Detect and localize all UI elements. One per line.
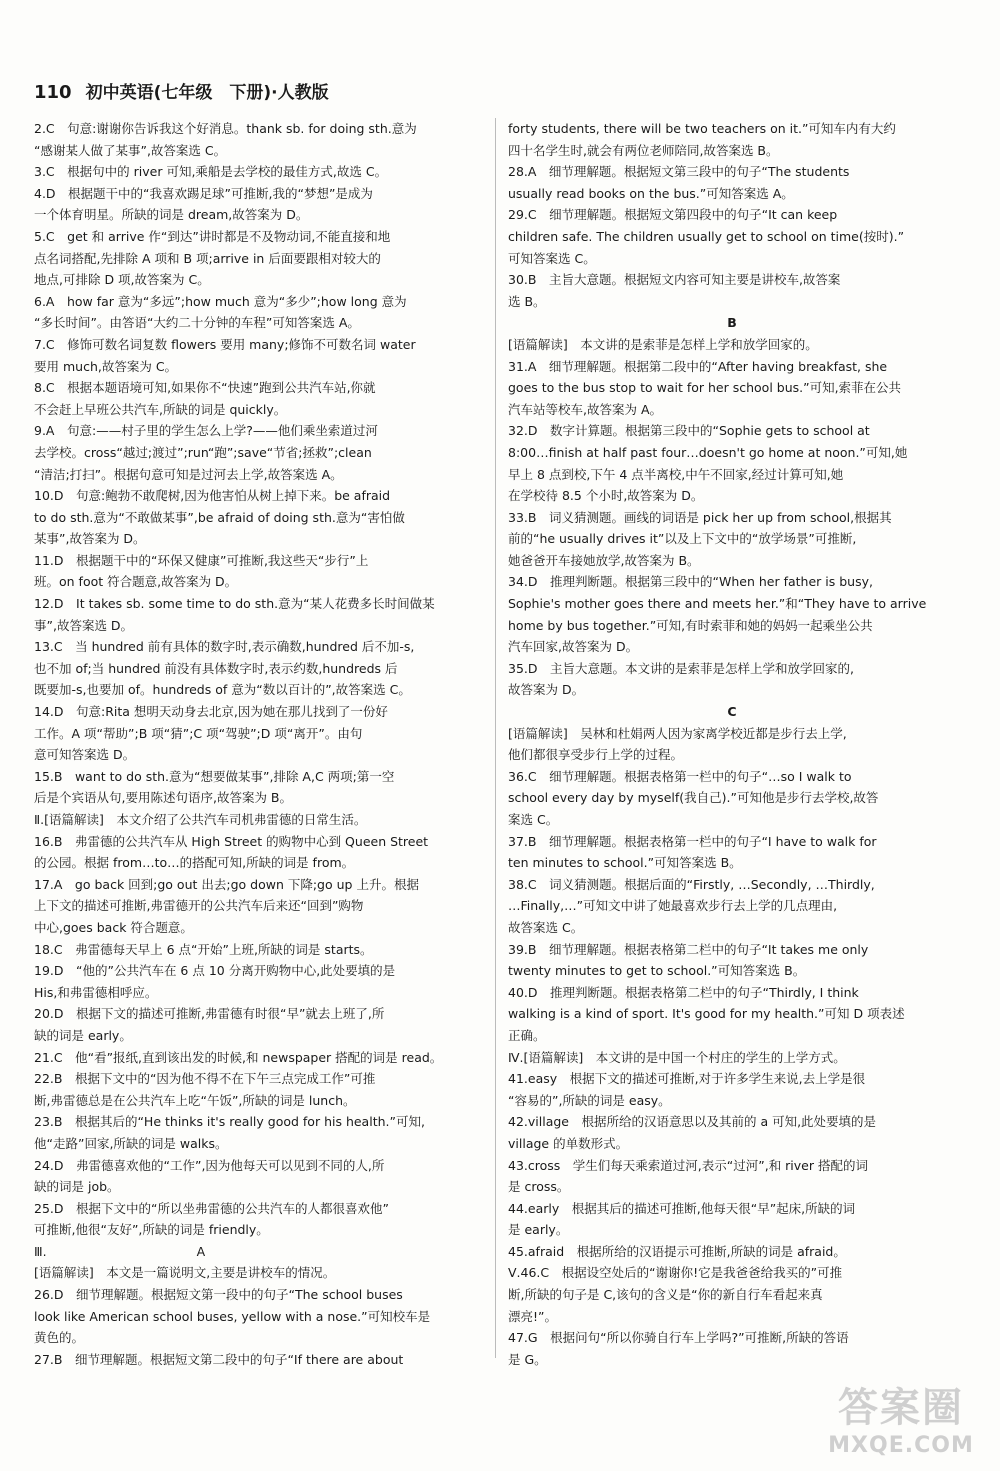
answer-line: 33.B 词义猜测题。画线的词语是 pick her up from school,根据其 xyxy=(508,509,892,525)
answer-line: 23.B 根据其后的“He thinks it's really good for his health.”可知, xyxy=(34,1114,425,1130)
answer-line: 案选 C。 xyxy=(508,812,559,827)
answer-line: 是 cross。 xyxy=(508,1179,570,1195)
answer-line: 35.D 主旨大意题。本文讲的是索菲是怎样上学和放学回家的, xyxy=(508,660,854,676)
answer-line: look like American school buses, yellow with a nose.”可知校车是 xyxy=(34,1308,431,1324)
answer-line: 31.A 细节理解题。根据第二段中的“After having breakfast, she xyxy=(508,358,888,374)
answer-line: 点名词搭配,先排除 A 项和 B 项;arrive in 后面要跟相对较大的 xyxy=(34,250,381,266)
answer-line: …Finally,…”可知文中讲了她最喜欢步行去上学的几点理由, xyxy=(508,898,838,914)
answer-line: 缺的词是 job。 xyxy=(34,1179,120,1195)
answer-line: 5.C get 和 arrive 作“到达”讲时都是不及物动词,不能直接和地 xyxy=(34,228,391,244)
answer-line: 41.easy 根据下文的描述可推断,对于许多学生来说,去上学是很 xyxy=(508,1071,866,1087)
page-header xyxy=(34,78,966,108)
answer-line: to do sth.意为“不敢做某事”,be afraid of doing sth.意为“害怕做 xyxy=(34,509,405,525)
answer-line: 8.C 根据本题语境可知,如果你不“快速”跑到公共汽车站,你就 xyxy=(34,380,376,396)
answer-line: 可知答案选 C。 xyxy=(508,250,596,266)
answer-line: C xyxy=(727,704,737,720)
answer-line: 24.D 弗雷德喜欢他的“工作”,因为他每天可以见到不同的人,所 xyxy=(34,1157,385,1173)
answer-line: [语篇解读] 本文讲的是索菲是怎样上学和放学回家的。 xyxy=(508,336,818,352)
answer-line: 她爸爸开车接她放学,故答案为 B。 xyxy=(508,552,700,568)
answer-line: 漂亮!”。 xyxy=(508,1308,557,1324)
answer-line: children safe. The children usually get to school on time(按时).” xyxy=(508,228,905,244)
answer-line: 汽车站等校车,故答案为 A。 xyxy=(508,401,662,417)
answer-line: 他们都很享受步行上学的过程。 xyxy=(508,747,684,763)
answer-line: 一个体育明星。所缺的词是 dream,故答案为 D。 xyxy=(34,207,309,223)
answer-line: 工作。A 项“帮助”;B 项“猜”;C 项“驾驶”;D 项“离开”。由句 xyxy=(34,725,363,741)
answer-line: 缺的词是 early。 xyxy=(34,1027,132,1043)
answer-line: 21.C 他“看”报纸,直到该出发的时候,和 newspaper 搭配的词是 read。 xyxy=(34,1049,443,1065)
answer-line: 是 G。 xyxy=(508,1351,547,1367)
answer-line: 上下文的描述可推断,弗雷德开的公共汽车后来还“回到”购物 xyxy=(34,898,364,914)
right-column xyxy=(508,118,956,1370)
answer-line: “清洁;打扫”。根据句意可知是过河去上学,故答案选 A。 xyxy=(34,466,343,482)
answer-line: forty students, there will be two teachers on it.”可知车内有大约 xyxy=(508,121,896,136)
answer-line: B xyxy=(727,315,737,331)
answer-line: 在学校待 8.5 个小时,故答案为 D。 xyxy=(508,488,704,504)
answer-line: 14.D 句意:Rita 想明天动身去北京,因为她在那儿找到了一份好 xyxy=(34,704,388,720)
answer-line: “感谢某人做了某事”,故答案选 C。 xyxy=(34,142,227,158)
answer-line: 27.B 细节理解题。根据短文第二段中的句子“If there are about xyxy=(34,1351,404,1367)
answer-line: walking is a kind of sport. It's good for my health.”可知 D 项表述 xyxy=(508,1006,905,1022)
answer-line: 18.C 弗雷德每天早上 6 点“开始”上班,所缺的词是 starts。 xyxy=(34,941,373,957)
answer-line: 3.C 根据句中的 river 可知,乘船是去学校的最佳方式,故选 C。 xyxy=(34,164,388,180)
answer-line: 四十名学生时,就会有两位老师陪同,故答案选 B。 xyxy=(508,142,779,158)
answer-line: 15.B want to do sth.意为“想要做某事”,排除 A,C 两项;第一空 xyxy=(34,768,395,784)
answer-line: “多长时间”。由答语“大约二十分钟的车程”可知答案选 A。 xyxy=(34,315,360,331)
answer-line: 8:00…finish at half past four…doesn't go home at noon.”可知,她 xyxy=(508,444,908,460)
answer-line: 30.B 主旨大意题。根据短文内容可知主要是讲校车,故答案 xyxy=(508,272,841,288)
answer-line: 17.A go back 回到;go out 出去;go down 下降;go up 上升。根据 xyxy=(34,876,419,892)
answer-line: 6.A how far 意为“多远”;how much 意为“多少”;how long 意为 xyxy=(34,293,407,309)
answer-line: 7.C 修饰可数名词复数 flowers 要用 many;修饰不可数名词 water xyxy=(34,336,416,352)
answer-line: Ⅳ.[语篇解读] 本文讲的是中国一个村庄的学生的上学方式。 xyxy=(508,1049,846,1065)
answer-line: 选 B。 xyxy=(508,293,546,309)
answer-line: 断,弗雷德总是在公共汽车上吃“午饭”,所缺的词是 lunch。 xyxy=(34,1092,356,1108)
answer-line: 事”,故答案选 D。 xyxy=(34,617,134,633)
answer-line: 38.C 词义猜测题。根据后面的“Firstly, …Secondly, …Thirdly, xyxy=(508,876,875,892)
answer-line: 36.C 细节理解题。根据表格第一栏中的句子“…so I walk to xyxy=(508,768,852,784)
answer-line: 要用 much,故答案为 C。 xyxy=(34,358,178,374)
answer-line: 断,所缺的句子是 C,该句的含义是“你的新自行车看起来真 xyxy=(508,1287,823,1303)
answer-line: 19.D “他的”公共汽车在 6 点 10 分离开购物中心,此处要填的是 xyxy=(34,963,396,979)
answer-line: “容易的”,所缺的词是 easy。 xyxy=(508,1092,671,1108)
answer-line: 班。on foot 符合题意,故答案为 D。 xyxy=(34,574,238,590)
answer-line: 32.D 数字计算题。根据第三段中的“Sophie gets to school at xyxy=(508,423,870,439)
answer-line: 45.afraid 根据所给的汉语提示可推断,所缺的词是 afraid。 xyxy=(508,1243,846,1259)
answer-line: 中心,goes back 符合题意。 xyxy=(34,919,193,935)
answer-line: 是 early。 xyxy=(508,1222,569,1238)
answer-line: 37.B 细节理解题。根据表格第一栏中的句子“I have to walk for xyxy=(508,833,877,849)
answer-line: 44.early 根据其后的描述可推断,他每天很“早”起床,所缺的词 xyxy=(508,1200,856,1216)
answer-line: 的公园。根据 from…to…的搭配可知,所缺的词是 from。 xyxy=(34,855,355,871)
answer-line: 也不加 of;当 hundred 前没有具体数字时,表示约数,hundreds 后 xyxy=(34,660,398,676)
answer-line: 2.C 句意:谢谢你告诉我这个好消息。thank sb. for doing sth.意为 xyxy=(34,121,417,136)
column-divider xyxy=(495,118,496,1358)
answer-line: Ⅱ.[语篇解读] 本文介绍了公共汽车司机弗雷德的日常生活。 xyxy=(34,812,367,827)
answer-line: 25.D 根据下文中的“所以坐弗雷德的公共汽车的人都很喜欢他” xyxy=(34,1200,389,1216)
answer-line: 前的“he usually drives it”以及上下文中的“放学场景”可推断, xyxy=(508,531,857,547)
answer-line: 某事”,故答案为 D。 xyxy=(34,531,146,547)
answer-line: 既要加-s,也要加 of。hundreds of 意为“数以百计的”,故答案选 C。 xyxy=(34,682,411,698)
answer-line: 34.D 推理判断题。根据第三段中的“When her father is busy, xyxy=(508,574,873,590)
answer-line: village 的单数形式。 xyxy=(508,1135,629,1151)
answer-line: 22.B 根据下文中的“因为他不得不在下午三点完成工作”可推 xyxy=(34,1071,376,1087)
answer-line: 16.B 弗雷德的公共汽车从 High Street 的购物中心到 Queen Street xyxy=(34,833,429,849)
answer-line: 13.C 当 hundred 前有具体的数字时,表示确数,hundred 后不加-s, xyxy=(34,639,415,655)
answer-line: usually read books on the bus.”可知答案选 A。 xyxy=(508,185,794,201)
answer-line: 12.D It takes sb. some time to do sth.意为“某人花费多长时间做某 xyxy=(34,596,435,612)
answer-line: 28.A 细节理解题。根据短文第三段中的句子“The students xyxy=(508,164,850,180)
answer-line: school every day by myself(我自己).”可知他是步行去学校,故答 xyxy=(508,790,879,806)
answer-line: 20.D 根据下文的描述可推断,弗雷德有时很“早”就去上班了,所 xyxy=(34,1006,385,1022)
answer-line: [语篇解读] 本文是一篇说明文,主要是讲校车的情况。 xyxy=(34,1265,336,1281)
answer-line: 39.B 细节理解题。根据表格第二栏中的句子“It takes me only xyxy=(508,941,869,957)
watermark-logo: 答案圈 xyxy=(838,1385,964,1431)
answer-line: 汽车回家,故答案为 D。 xyxy=(508,639,639,655)
answer-line: 黄色的。 xyxy=(34,1330,85,1346)
answer-line: 40.D 推理判断题。根据表格第二栏中的句子“Thirdly, I think xyxy=(508,984,859,1000)
answer-line: twenty minutes to get to school.”可知答案选 B。 xyxy=(508,963,806,979)
left-column xyxy=(34,118,482,1370)
answer-line: 4.D 根据题干中的“我喜欢踢足球”可推断,我的“梦想”是成为 xyxy=(34,185,373,201)
answer-line: 10.D 句意:鲍勃不敢爬树,因为他害怕从树上掉下来。be afraid xyxy=(34,488,391,504)
answer-page xyxy=(34,118,964,1368)
answer-line: 地点,可排除 D 项,故答案为 C。 xyxy=(34,272,210,288)
answer-line: Ⅲ. A xyxy=(34,1243,206,1259)
answer-line: goes to the bus stop to wait for her school bus.”可知,索菲在公共 xyxy=(508,380,902,396)
answer-line: 他“走路”回家,所缺的词是 walks。 xyxy=(34,1135,228,1151)
answer-line: 11.D 根据题干中的“环保又健康”可推断,我这些天“步行”上 xyxy=(34,552,369,568)
answer-line: home by bus together.”可知,有时索菲和她的妈妈一起乘坐公共 xyxy=(508,617,873,633)
answer-line: 后是个宾语从句,要用陈述句语序,故答案为 B。 xyxy=(34,790,292,806)
answer-line: 故答案选 C。 xyxy=(508,919,584,935)
page-number: 110 xyxy=(34,82,72,103)
answer-line: 早上 8 点到校,下午 4 点半离校,中午不回家,经过计算可知,她 xyxy=(508,466,844,482)
answer-line: 故答案为 D。 xyxy=(508,682,585,698)
answer-line: Ⅴ.46.C 根据设空处后的“谢谢你!它是我爸爸给我买的”可推 xyxy=(508,1265,843,1281)
answer-line: 意可知答案选 D。 xyxy=(34,747,136,763)
watermark-url: MXQE.COM xyxy=(828,1433,974,1458)
site-watermark xyxy=(816,1371,986,1463)
answer-line: 去学校。cross“越过;渡过”;run“跑”;save“节省;拯救”;clean xyxy=(34,444,372,460)
answer-line: 47.G 根据问句“所以你骑自行车上学吗?”可推断,所缺的答语 xyxy=(508,1330,849,1346)
answer-line: His,和弗雷德相呼应。 xyxy=(34,984,158,1000)
answer-line: 9.A 句意:——村子里的学生怎么上学?——他们乘坐索道过河 xyxy=(34,423,378,439)
answer-line: ten minutes to school.”可知答案选 B。 xyxy=(508,855,742,871)
answer-line: 43.cross 学生们每天乘索道过河,表示“过河”,和 river 搭配的词 xyxy=(508,1157,868,1173)
answer-line: 正确。 xyxy=(508,1027,546,1043)
answer-line: [语篇解读] 吴林和杜娟两人因为家离学校近都是步行去上学, xyxy=(508,725,847,741)
answer-line: 29.C 细节理解题。根据短文第四段中的句子“It can keep xyxy=(508,207,838,223)
answer-line: 42.village 根据所给的汉语意思以及其前的 a 可知,此处要填的是 xyxy=(508,1114,877,1130)
answer-line: 26.D 细节理解题。根据短文第一段中的句子“The school buses xyxy=(34,1287,403,1303)
answer-line: 不会赶上早班公共汽车,所缺的词是 quickly。 xyxy=(34,401,287,417)
answer-line: 可推断,他很“友好”,所缺的词是 friendly。 xyxy=(34,1222,269,1238)
book-title: 初中英语(七年级 下册)·人教版 xyxy=(85,83,329,103)
answer-line: Sophie's mother goes there and meets her.”和“They have to arrive xyxy=(508,596,927,612)
